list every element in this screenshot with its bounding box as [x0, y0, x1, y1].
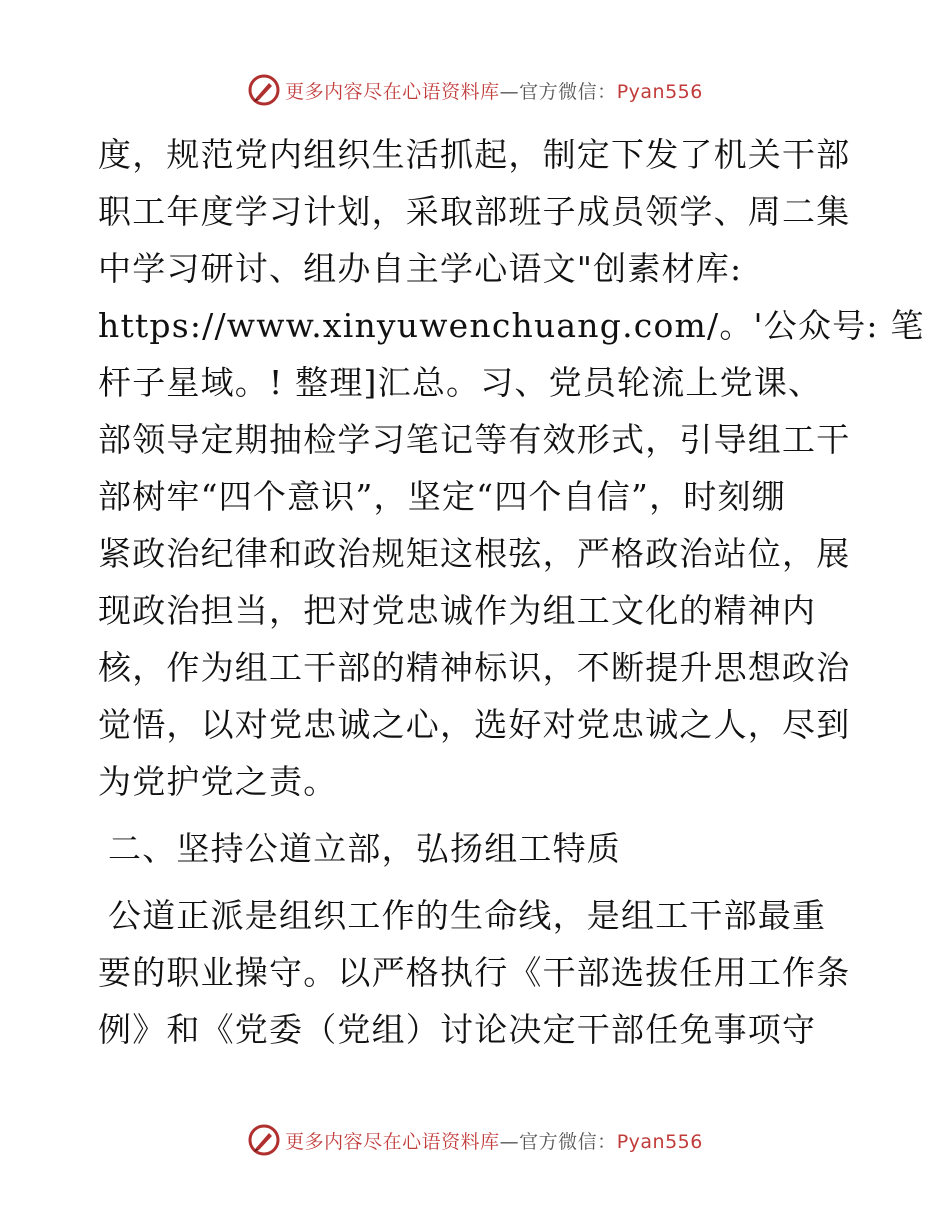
pen-logo-icon [247, 73, 281, 107]
footer-banner [0, 1120, 950, 1160]
body-line: 紧政治纪律和政治规矩这根弦，严格政治站位，展 [98, 534, 851, 573]
header-banner-wechat: 官方微信： [519, 80, 617, 103]
footer-banner-text [285, 1127, 703, 1154]
body-line: 公道正派是组织工作的生命线，是组工干部最重 [108, 896, 827, 935]
footer-banner-wechat: 官方微信： [519, 1130, 617, 1153]
header-banner-main: 更多内容尽在心语资料库 [285, 80, 500, 103]
body-line: 部树牢“四个意识”，坚定“四个自信”，时刻绷 [98, 477, 786, 516]
body-line: 核，作为组工干部的精神标识，不断提升思想政治 [98, 648, 851, 687]
document-body [98, 126, 925, 1058]
footer-banner-id: Pyan556 [616, 1130, 703, 1153]
header-banner-text [285, 77, 703, 104]
footer-banner-sep: — [499, 1130, 520, 1153]
body-line: https://www.xinyuwenchuang.com/。'公众号: 笔 [98, 306, 925, 345]
body-line: 杆子星域。! 整理]汇总。习、党员轮流上党课、 [98, 363, 823, 402]
body-line: 为党护党之责。 [98, 762, 338, 801]
pen-logo-icon [247, 1123, 281, 1157]
body-line: 中学习研讨、组办自主学心语文"创素材库: [98, 249, 743, 288]
section-heading: 二、坚持公道立部，弘扬组工特质 [108, 829, 621, 868]
body-line: 部领导定期抽检学习笔记等有效形式，引导组工干 [98, 420, 851, 459]
header-banner-id: Pyan556 [616, 80, 703, 103]
body-line: 职工年度学习计划，采取部班子成员领学、周二集 [98, 192, 851, 231]
footer-banner-main: 更多内容尽在心语资料库 [285, 1130, 500, 1153]
header-banner-sep: — [499, 80, 520, 103]
body-line: 度，规范党内组织生活抓起，制定下发了机关干部 [98, 135, 851, 174]
body-line: 觉悟，以对党忠诚之心，选好对党忠诚之人，尽到 [98, 705, 851, 744]
header-banner [0, 70, 950, 110]
body-line: 例》和《党委（党组）讨论决定干部任免事项守 [98, 1010, 817, 1049]
body-line: 要的职业操守。以严格执行《干部选拔任用工作条 [98, 953, 851, 992]
body-line: 现政治担当，把对党忠诚作为组工文化的精神内 [98, 591, 817, 630]
